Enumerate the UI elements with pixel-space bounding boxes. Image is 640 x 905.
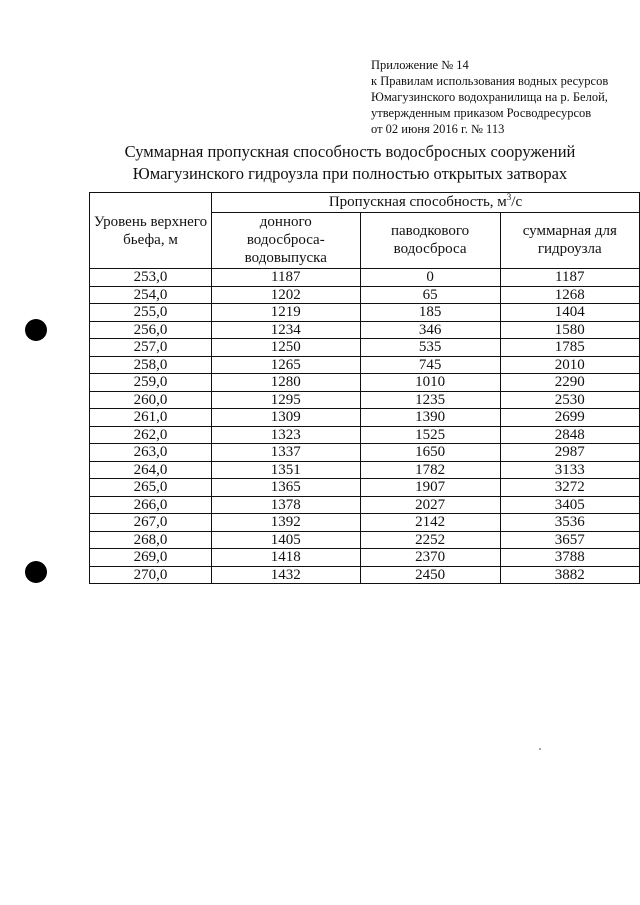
flood-spillway-cell: 745 [360,356,500,374]
level-cell: 265,0 [90,479,212,497]
capacity-header-sup: 3 [506,192,512,203]
flood-spillway-cell: 65 [360,286,500,304]
bottom-outlet-cell: 1432 [211,566,360,584]
capacity-header-unit: /с [511,194,523,211]
total-cell: 3405 [500,496,639,514]
capacity-header [211,193,639,213]
level-cell: 259,0 [90,374,212,392]
flood-spillway-cell: 1907 [360,479,500,497]
bottom-outlet-cell: 1250 [211,339,360,357]
level-cell: 268,0 [90,531,212,549]
total-cell: 3657 [500,531,639,549]
approval-block [371,57,608,137]
table-row [90,566,640,584]
level-cell: 255,0 [90,304,212,322]
table-row [90,391,640,409]
punch-hole-top [25,319,47,341]
total-cell: 1268 [500,286,639,304]
table-row [90,549,640,567]
bottom-outlet-cell: 1202 [211,286,360,304]
scan-speck [539,748,541,750]
table-row [90,496,640,514]
flood-spillway-cell: 2027 [360,496,500,514]
level-cell: 264,0 [90,461,212,479]
level-cell: 254,0 [90,286,212,304]
total-cell: 3133 [500,461,639,479]
flood-spillway-cell: 535 [360,339,500,357]
capacity-header-text: Пропускная способность, м [328,194,507,211]
bottom-outlet-cell: 1280 [211,374,360,392]
flood-spillway-cell: 1390 [360,409,500,427]
table-row [90,426,640,444]
approval-line-2: к Правилам использования водных ресурсов [371,74,609,88]
table-row [90,479,640,497]
approval-line-4: утвержденным приказом Росводресурсов [371,106,592,120]
flood-spillway-cell: 2370 [360,549,500,567]
bottom-outlet-cell: 1187 [211,269,360,287]
bottom-outlet-cell: 1219 [211,304,360,322]
col2-header: паводкового водосброса [360,212,500,269]
total-cell: 1404 [500,304,639,322]
flood-spillway-cell: 2450 [360,566,500,584]
total-cell: 3536 [500,514,639,532]
level-cell: 269,0 [90,549,212,567]
bottom-outlet-cell: 1351 [211,461,360,479]
table-row [90,321,640,339]
table-row [90,339,640,357]
level-header: Уровень верхнего бьефа, м [90,193,212,269]
approval-line-1: Приложение № 14 [371,58,469,72]
table-row [90,356,640,374]
bottom-outlet-cell: 1337 [211,444,360,462]
level-cell: 263,0 [90,444,212,462]
bottom-outlet-cell: 1418 [211,549,360,567]
capacity-table [89,192,640,584]
table-body [90,269,640,584]
total-cell: 1785 [500,339,639,357]
level-cell: 258,0 [90,356,212,374]
flood-spillway-cell: 1650 [360,444,500,462]
total-cell: 3272 [500,479,639,497]
level-cell: 253,0 [90,269,212,287]
flood-spillway-cell: 1235 [360,391,500,409]
bottom-outlet-cell: 1323 [211,426,360,444]
total-cell: 1187 [500,269,639,287]
col3-header: суммарная для гидроузла [500,212,639,269]
document-title [0,141,640,185]
table-row [90,286,640,304]
total-cell: 2848 [500,426,639,444]
bottom-outlet-cell: 1295 [211,391,360,409]
bottom-outlet-cell: 1234 [211,321,360,339]
total-cell: 2530 [500,391,639,409]
flood-spillway-cell: 2142 [360,514,500,532]
title-line-1: Суммарная пропускная способность водосбросных сооружений [124,142,576,161]
level-cell: 257,0 [90,339,212,357]
table-row [90,444,640,462]
table-row [90,304,640,322]
title-line-2: Юмагузинского гидроузла при полностью открытых затворах [132,164,568,183]
bottom-outlet-cell: 1405 [211,531,360,549]
total-cell: 3788 [500,549,639,567]
bottom-outlet-cell: 1309 [211,409,360,427]
table-row [90,409,640,427]
level-cell: 266,0 [90,496,212,514]
col1-header: донного водосброса-водовыпуска [211,212,360,269]
table-row [90,461,640,479]
total-cell: 2290 [500,374,639,392]
flood-spillway-cell: 185 [360,304,500,322]
level-cell: 270,0 [90,566,212,584]
level-cell: 256,0 [90,321,212,339]
level-cell: 261,0 [90,409,212,427]
total-cell: 3882 [500,566,639,584]
bottom-outlet-cell: 1378 [211,496,360,514]
total-cell: 1580 [500,321,639,339]
flood-spillway-cell: 1525 [360,426,500,444]
table-row [90,269,640,287]
level-cell: 260,0 [90,391,212,409]
total-cell: 2010 [500,356,639,374]
flood-spillway-cell: 2252 [360,531,500,549]
approval-line-5: от 02 июня 2016 г. № 113 [371,122,505,136]
bottom-outlet-cell: 1365 [211,479,360,497]
bottom-outlet-cell: 1265 [211,356,360,374]
flood-spillway-cell: 1010 [360,374,500,392]
approval-line-3: Юмагузинского водохранилища на р. Белой, [371,90,608,104]
flood-spillway-cell: 1782 [360,461,500,479]
total-cell: 2699 [500,409,639,427]
level-cell: 262,0 [90,426,212,444]
punch-hole-bottom [25,561,47,583]
total-cell: 2987 [500,444,639,462]
flood-spillway-cell: 346 [360,321,500,339]
level-cell: 267,0 [90,514,212,532]
table-row [90,531,640,549]
bottom-outlet-cell: 1392 [211,514,360,532]
table-row [90,514,640,532]
flood-spillway-cell: 0 [360,269,500,287]
table-row [90,374,640,392]
